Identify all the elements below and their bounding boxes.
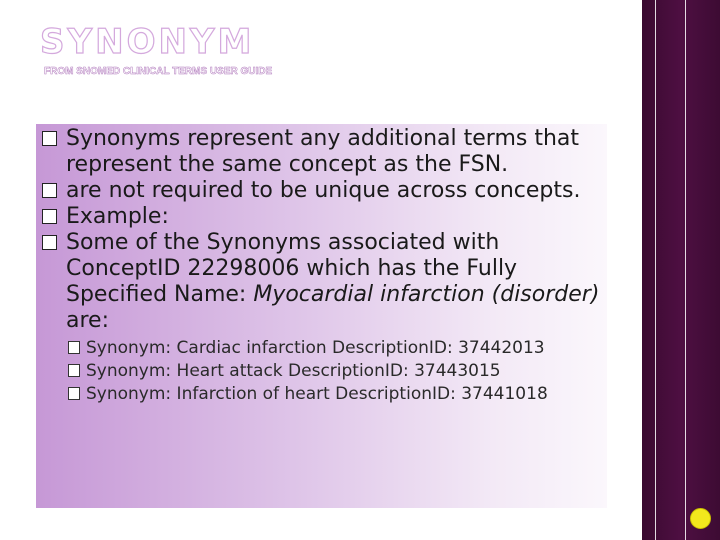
bullet-list xyxy=(42,126,602,407)
checkbox-square-icon xyxy=(68,341,80,354)
checkbox-square-icon xyxy=(68,364,80,377)
decorative-sidebar xyxy=(642,0,720,540)
sub-bullet-item xyxy=(66,384,602,404)
sub-bullet-item xyxy=(66,338,602,358)
bullet-item xyxy=(42,126,602,178)
bullet-item xyxy=(42,230,602,404)
bullet-text-suffix: are: xyxy=(66,308,109,333)
checkbox-square-icon xyxy=(42,183,57,198)
slide-title: SYNONYM xyxy=(40,22,255,62)
checkbox-square-icon xyxy=(42,235,57,250)
checkbox-square-icon xyxy=(42,209,57,224)
sub-bullet-text: Synonym: Cardiac infarction DescriptionID: 37442013 xyxy=(86,338,545,358)
sub-bullet-text: Synonym: Heart attack DescriptionID: 37443015 xyxy=(86,361,501,381)
bullet-text: Synonyms represent any additional terms that represent the same concept as the FSN. xyxy=(66,126,580,177)
bullet-text-italic: Myocardial infarction (disorder) xyxy=(253,282,600,307)
circle-icon xyxy=(690,508,711,529)
sub-bullet-item xyxy=(66,361,602,381)
bullet-text: Example: xyxy=(66,204,169,229)
slide-subtitle: FROM SNOMED CLINICAL TERMS USER GUIDE xyxy=(44,66,273,77)
sub-bullet-list xyxy=(66,338,602,404)
sub-bullet-text: Synonym: Infarction of heart DescriptionID: 37441018 xyxy=(86,384,548,404)
sidebar-divider xyxy=(685,0,686,540)
bullet-item xyxy=(42,178,602,204)
sidebar-divider xyxy=(655,0,656,540)
checkbox-square-icon xyxy=(68,387,80,400)
checkbox-square-icon xyxy=(42,131,57,146)
bullet-item xyxy=(42,204,602,230)
bullet-text-prefix: Some of the Synonyms associated with ConceptID 22298006 which has the Fully Specified Name: xyxy=(66,230,518,307)
bullet-text: are not required to be unique across concepts. xyxy=(66,178,581,203)
